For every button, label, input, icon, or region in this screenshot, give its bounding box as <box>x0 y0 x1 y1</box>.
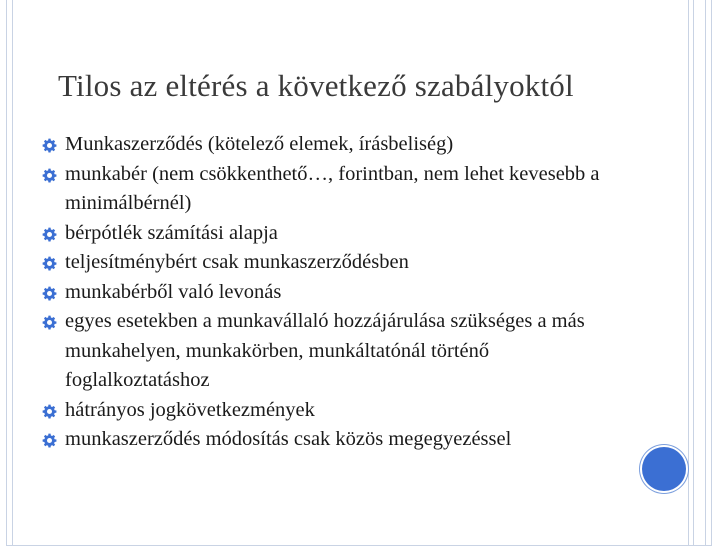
bullet-text: munkaszerződés módosítás csak közös megegyezéssel <box>65 428 512 450</box>
bullet-text: munkabér (nem csökkenthető…, forintban, nem lehet kevesebb a minimálbérnél) <box>65 162 600 214</box>
gear-icon <box>42 315 57 330</box>
gear-icon <box>42 286 57 301</box>
gear-icon <box>42 404 57 419</box>
bullet-text: munkabérből való levonás <box>65 280 282 303</box>
slide-title: Tilos az eltérés a következő szabályoktól <box>58 68 574 103</box>
bullet-item <box>42 278 632 308</box>
bullet-item <box>42 248 632 278</box>
bullet-item <box>42 425 632 455</box>
gear-icon <box>42 138 57 153</box>
gear-icon <box>42 168 57 183</box>
bullet-item <box>42 219 632 249</box>
decorative-circle <box>642 447 686 491</box>
bullet-item <box>42 396 632 426</box>
slide-right-stripe <box>688 0 694 546</box>
bullet-item <box>42 130 632 160</box>
bullet-item <box>42 307 632 396</box>
gear-icon <box>42 433 57 448</box>
bullet-item <box>42 160 632 219</box>
bullet-text: teljesítménybért csak munkaszerződésben <box>65 251 409 273</box>
gear-icon <box>42 256 57 271</box>
gear-icon <box>42 227 57 242</box>
bullet-list <box>42 130 632 455</box>
bullet-text: bérpótlék számítási alapja <box>65 221 278 244</box>
bullet-text: egyes esetekben a munkavállaló hozzájárulása szükséges a más munkahelyen, munkakörben, munkáltatónál történő foglalkoztatáshoz <box>65 310 585 391</box>
bullet-text: Munkaszerződés (kötelező elemek, írásbeliség) <box>65 133 454 155</box>
bullet-text: hátrányos jogkövetkezmények <box>65 398 315 421</box>
